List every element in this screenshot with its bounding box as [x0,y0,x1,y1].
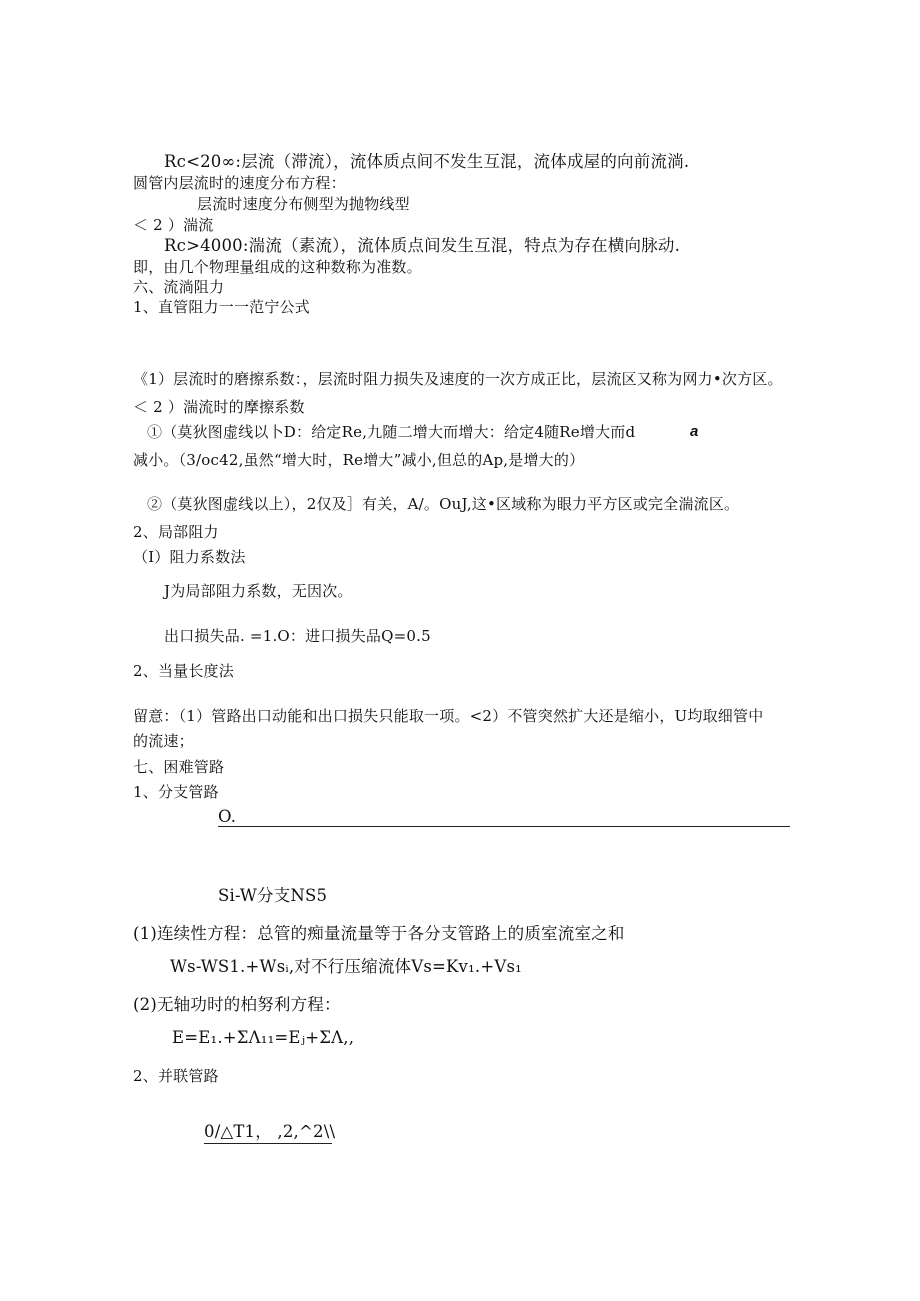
complex-pipe-heading: 七、困难管路 [133,758,225,776]
parallel-pipe-heading: 2、并联管路 [133,1067,219,1085]
parabolic-profile-line: 层流时速度分布侧型为抛物线型 [197,195,410,213]
turbulent-flow-line: Rc>4000:湍流（素流），流体质点间发生互混，特点为存在横向脉动. [164,236,681,255]
symbol-a: a [690,423,699,440]
laminar-flow-line: Rc<20∞:层流（滞流），流体质点间不发生互混，流体成屋的向前流淌. [164,152,690,171]
decrease-note-line: 减小。（3/oc42,虽然“增大时，Re增大”减小,但总的Ap,是增大的） [133,451,585,469]
parallel-formula: 0/△T1， ,2,^2\\ [204,1122,336,1141]
dimensionless-number-line: 即，由几个物理量组成的这种数称为准数。 [133,258,422,276]
straight-pipe-heading: 1、直管阻力一一范宁公式 [133,298,310,316]
bernoulli-heading: (2)无轴功时的柏努利方程： [133,995,341,1014]
note-line-1: 留意：（1）管路出口动能和出口损失只能取一项。<2）不管突然扩大还是缩小，U均取细管中 [133,707,764,725]
local-resistance-heading: 2、局部阻力 [133,523,219,541]
branch-diagram-label: O. [218,807,237,826]
local-coefficient-line: J为局部阻力系数，无因次。 [164,582,353,600]
velocity-distribution-heading: 圆管内层流时的速度分布方程： [133,174,346,192]
bernoulli-formula: E=E₁.+ΣΛ₁₁=Eⱼ+ΣΛ,, [172,1028,355,1047]
turbulent-heading: ＜ 2 ）湍流 [133,216,214,234]
moody-below-line: ①（莫狄图虚线以卜D：给定Re,九随二增大而增大：给定4随Re增大而d [147,423,636,441]
branch-diagram-line [218,826,790,827]
branch-ns-label: Si-W分支NS5 [218,886,328,905]
moody-above-line: ②（莫狄图虚线以上），2仅及］有关，A/。OuJ,这•区域称为眼力平方区或完全湍流区。 [147,495,740,513]
branch-pipe-heading: 1、分支管路 [133,783,219,801]
laminar-friction-line: 《1）层流时的磨擦系数：，层流时阻力损失及速度的一次方成正比，层流区又称为网力•次方区。 [133,370,783,388]
coefficient-method-heading: （I）阻力系数法 [133,548,246,566]
section-heading-resistance: 六、流淌阻力 [133,278,225,296]
continuity-equation-line: (1)连续性方程：总管的痴量流量等于各分支管路上的质室流室之和 [133,924,625,943]
equivalent-length-heading: 2、当量长度法 [133,662,234,680]
continuity-formula: Ws-WS1.+Wsᵢ,对不行压缩流体Vs=Kv₁.+Vs₁ [170,957,522,976]
turbulent-friction-heading: ＜ 2 ）湍流时的摩擦系数 [133,398,305,416]
note-line-2: 的流速； [133,732,194,750]
exit-entrance-loss-line: 出口损失品. =1.O：进口损失品Q=0.5 [164,627,431,645]
parallel-formula-underline [204,1143,332,1144]
